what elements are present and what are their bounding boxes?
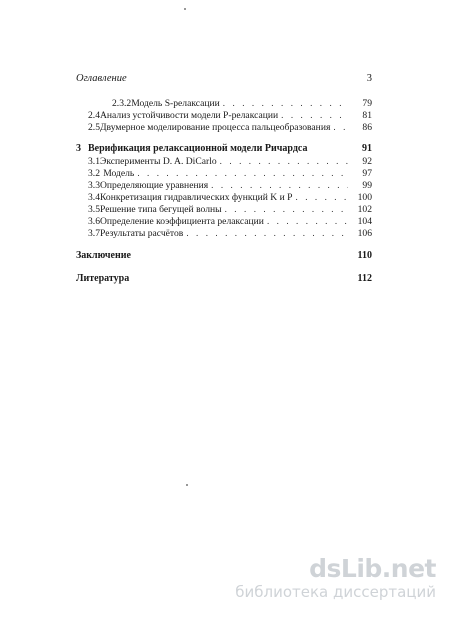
running-head-title: Оглавление — [76, 73, 127, 84]
toc-chapter-title: Заключение — [76, 250, 131, 261]
toc-entry — [76, 121, 372, 133]
toc-chapter-entry — [76, 273, 372, 285]
toc-entry-title: Конкретизация гидравлических функций K и P — [100, 192, 293, 203]
toc-entry — [76, 215, 372, 227]
toc-entry-number: 3.4 — [88, 192, 100, 203]
toc-chapter-number: 3 — [76, 143, 81, 154]
toc-entry-number: 3.1 — [88, 156, 100, 167]
toc-entry-page: 106 — [357, 228, 372, 239]
toc-entry — [76, 191, 372, 203]
toc-chapter-entry — [76, 250, 372, 262]
toc-entry-number: 3.5 — [88, 204, 100, 215]
toc-entry — [76, 167, 372, 179]
toc-entry-page: 97 — [362, 168, 372, 179]
toc-chapter-entry — [76, 143, 372, 155]
toc-entry-title: Решение типа бегущей волны — [100, 204, 222, 215]
toc-entry-title: Модель S-релаксации — [131, 98, 220, 109]
toc-entry-number: 2.5 — [88, 122, 100, 133]
toc-entry-page: 100 — [357, 192, 372, 203]
toc-chapter-page: 110 — [357, 250, 372, 261]
toc-chapter-page: 112 — [357, 273, 372, 284]
toc-entry-page: 92 — [362, 156, 372, 167]
toc-entry — [76, 203, 372, 215]
toc-entry-page: 99 — [362, 180, 372, 191]
toc-entry-number: 3.7 — [88, 228, 100, 239]
scan-speck — [184, 8, 186, 10]
toc-entry — [76, 227, 372, 239]
toc-chapter-title: Литература — [76, 273, 130, 284]
toc-leader-dots — [220, 155, 348, 167]
running-head — [76, 73, 372, 84]
toc-chapter-page: 91 — [362, 143, 372, 154]
toc-entry-page: 79 — [362, 98, 372, 109]
toc-chapter-title: Верификация релаксационной модели Ричардса — [88, 143, 308, 154]
toc-entry-title: Определение коэффициента релаксации — [100, 216, 264, 227]
toc-leader-dots — [186, 227, 348, 239]
toc-leader-dots — [225, 203, 348, 215]
toc-entry-number: 2.3.2 — [112, 98, 132, 109]
toc-leader-dots — [137, 167, 348, 179]
toc-entry-title: Анализ устойчивости модели P-релаксации — [100, 110, 279, 121]
toc-leader-dots — [267, 215, 348, 227]
toc-leader-dots — [296, 191, 349, 203]
toc-entry-page: 104 — [357, 216, 372, 227]
toc-entry-number: 3.2 — [88, 168, 100, 179]
toc-leader-dots — [333, 121, 348, 133]
toc-entry-page: 102 — [357, 204, 372, 215]
watermark-logo: dsLib.net — [309, 554, 436, 583]
toc-leader-dots — [223, 97, 348, 109]
toc-entry — [76, 97, 372, 109]
toc-leader-dots — [211, 179, 348, 191]
toc-entry-number: 2.4 — [88, 110, 100, 121]
toc-entry-page: 81 — [362, 110, 372, 121]
running-head-page-number: 3 — [366, 73, 372, 84]
toc-entry-title: Модель — [103, 168, 135, 179]
watermark-subtitle: библиотека диссертаций — [235, 583, 436, 601]
toc-entry-number: 3.3 — [88, 180, 100, 191]
watermark — [235, 555, 436, 601]
toc-entry — [76, 155, 372, 167]
toc-entry-title: Эксперименты D. A. DiCarlo — [100, 156, 217, 167]
toc-entry-page: 86 — [362, 122, 372, 133]
toc-entry-title: Двумерное моделирование процесса пальцеобразования — [100, 122, 331, 133]
toc-entry — [76, 109, 372, 121]
toc-leader-dots — [281, 109, 348, 121]
scan-speck — [186, 484, 188, 486]
toc-entry-title: Определяющие уравнения — [100, 180, 209, 191]
toc-entry-title: Результаты расчётов — [100, 228, 184, 239]
toc-entry-number: 3.6 — [88, 216, 100, 227]
toc-entry — [76, 179, 372, 191]
